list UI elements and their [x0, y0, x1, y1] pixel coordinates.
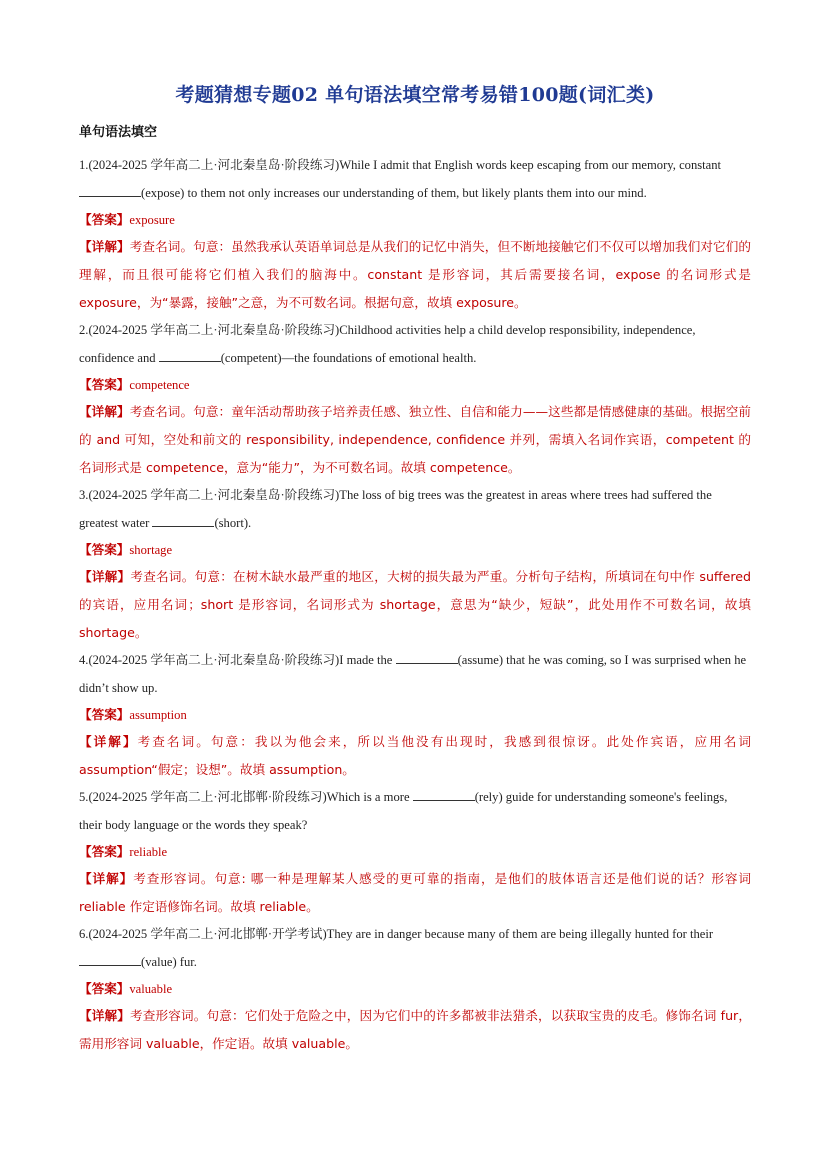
- question-stem-before: 3.(2024-2025 学年高二上·河北秦皇岛·阶段练习)The loss of big trees was the greatest in areas where trees had suffered the greatest water: [79, 488, 712, 530]
- question-text: [79, 921, 751, 976]
- answer-tag: 【答案】: [79, 213, 130, 227]
- answer-tag: 【答案】: [79, 982, 130, 996]
- question-text: [79, 482, 751, 537]
- detail-text: 考查名词。句意：在树木缺水最严重的地区，大树的损失最为严重。分析句子结构，所填词在句中作 suffered 的宾语，应用名词；short 是形容词，名词形式为 shortage，意思为“缺少，短缺”，此处用作不可数名词，故填 shortage。: [79, 569, 752, 640]
- detail-tag: 【详解】: [79, 404, 130, 419]
- answer-value: assumption: [129, 708, 187, 722]
- question-text: [79, 784, 751, 839]
- question-text: [79, 152, 751, 207]
- question-stem-after: (rely) guide for understanding someone's feelings, their body language or the words they speak?: [79, 790, 728, 832]
- answer-line: [79, 976, 751, 1002]
- detail-text: 考查名词。句意：童年活动帮助孩子培养责任感、独立性、自信和能力——这些都是情感健康的基础。根据空前的 and 可知，空处和前文的 responsibility, independence, confidence 并列，需填入名词作宾语，competent 的名词形式是 competence，意为“能力”，为不可数名词。故填 competence。: [79, 404, 752, 475]
- detail-explanation: [79, 865, 751, 921]
- question-stem-after: (value) fur.: [141, 954, 197, 969]
- answer-tag: 【答案】: [79, 845, 130, 859]
- detail-text: 考查形容词。句意: 哪一种是理解某人感受的更可靠的指南，是他们的肢体语言还是他们说的话？形容词 reliable 作定语修饰名词。故填 reliable。: [79, 871, 752, 914]
- detail-tag: 【详解】: [79, 239, 130, 254]
- answer-blank: [152, 512, 214, 527]
- question-stem-after: (assume) that he was coming, so I was surprised when he didn’t show up.: [79, 653, 747, 695]
- detail-tag: 【详解】: [79, 569, 131, 584]
- question-stem-before: 1.(2024-2025 学年高二上·河北秦皇岛·阶段练习)While I admit that English words keep escaping from our memory, constant: [79, 158, 722, 172]
- detail-tag: 【详解】: [79, 734, 138, 749]
- document-page: [79, 80, 751, 1058]
- question-stem-after: (short).: [214, 515, 252, 530]
- question-item: [79, 482, 751, 647]
- answer-blank: [79, 951, 141, 966]
- question-stem-before: 6.(2024-2025 学年高二上·河北邯郸·开学考试)They are in danger because many of them are being illegally hunted for their: [79, 927, 714, 941]
- answer-tag: 【答案】: [79, 543, 130, 557]
- answer-blank: [79, 182, 141, 197]
- question-item: [79, 784, 751, 921]
- answer-line: [79, 839, 751, 865]
- question-list: [79, 152, 751, 1058]
- answer-value: competence: [129, 378, 190, 392]
- question-stem-after: (expose) to them not only increases our understanding of them, but likely plants them into our mind.: [141, 185, 647, 200]
- answer-line: [79, 537, 751, 563]
- detail-text: 考查名词。句意：我以为他会来，所以当他没有出现时，我感到很惊讶。此处作宾语，应用名词 assumption“假定；设想”。故填 assumption。: [79, 734, 752, 777]
- detail-explanation: [79, 563, 751, 647]
- section-heading: 单句语法填空: [79, 125, 158, 140]
- detail-explanation: [79, 233, 751, 317]
- detail-explanation: [79, 398, 751, 482]
- question-stem-after: (competent)—the foundations of emotional health.: [220, 350, 477, 365]
- answer-blank: [396, 649, 458, 664]
- answer-line: [79, 372, 751, 398]
- question-stem-before: 5.(2024-2025 学年高二上·河北邯郸·阶段练习)Which is a more: [79, 790, 413, 804]
- detail-explanation: [79, 728, 751, 784]
- question-stem-before: 2.(2024-2025 学年高二上·河北秦皇岛·阶段练习)Childhood activities help a child develop responsibility, independence, confidence and: [79, 323, 696, 365]
- detail-explanation: [79, 1002, 751, 1058]
- detail-tag: 【详解】: [79, 871, 134, 886]
- answer-value: valuable: [129, 982, 173, 996]
- answer-line: [79, 702, 751, 728]
- answer-blank: [413, 786, 475, 801]
- page-title: 考题猜想专题02 单句语法填空常考易错100题(词汇类): [175, 84, 655, 106]
- question-text: [79, 647, 751, 702]
- question-stem-before: 4.(2024-2025 学年高二上·河北秦皇岛·阶段练习)I made the: [79, 653, 396, 667]
- answer-tag: 【答案】: [79, 708, 130, 722]
- answer-line: [79, 207, 751, 233]
- question-item: [79, 647, 751, 784]
- answer-value: reliable: [129, 845, 168, 859]
- question-item: [79, 152, 751, 317]
- answer-value: exposure: [129, 213, 175, 227]
- detail-tag: 【详解】: [79, 1008, 130, 1023]
- detail-text: 考查名词。句意：虽然我承认英语单词总是从我们的记忆中消失，但不断地接触它们不仅可以增加我们对它们的理解，而且很可能将它们植入我们的脑海中。constant 是形容词，其后需要接名词，expose 的名词形式是 exposure，为“暴露，接触”之意，为不可数名词。根据句意，故填 exposure。: [79, 239, 752, 310]
- question-item: [79, 317, 751, 482]
- question-item: [79, 921, 751, 1058]
- question-text: [79, 317, 751, 372]
- answer-value: shortage: [129, 543, 173, 557]
- answer-tag: 【答案】: [79, 378, 130, 392]
- answer-blank: [159, 347, 221, 362]
- detail-text: 考查形容词。句意：它们处于危险之中，因为它们中的许多都被非法猎杀，以获取宝贵的皮毛。修饰名词 fur，需用形容词 valuable，作定语。故填 valuable。: [79, 1008, 751, 1051]
